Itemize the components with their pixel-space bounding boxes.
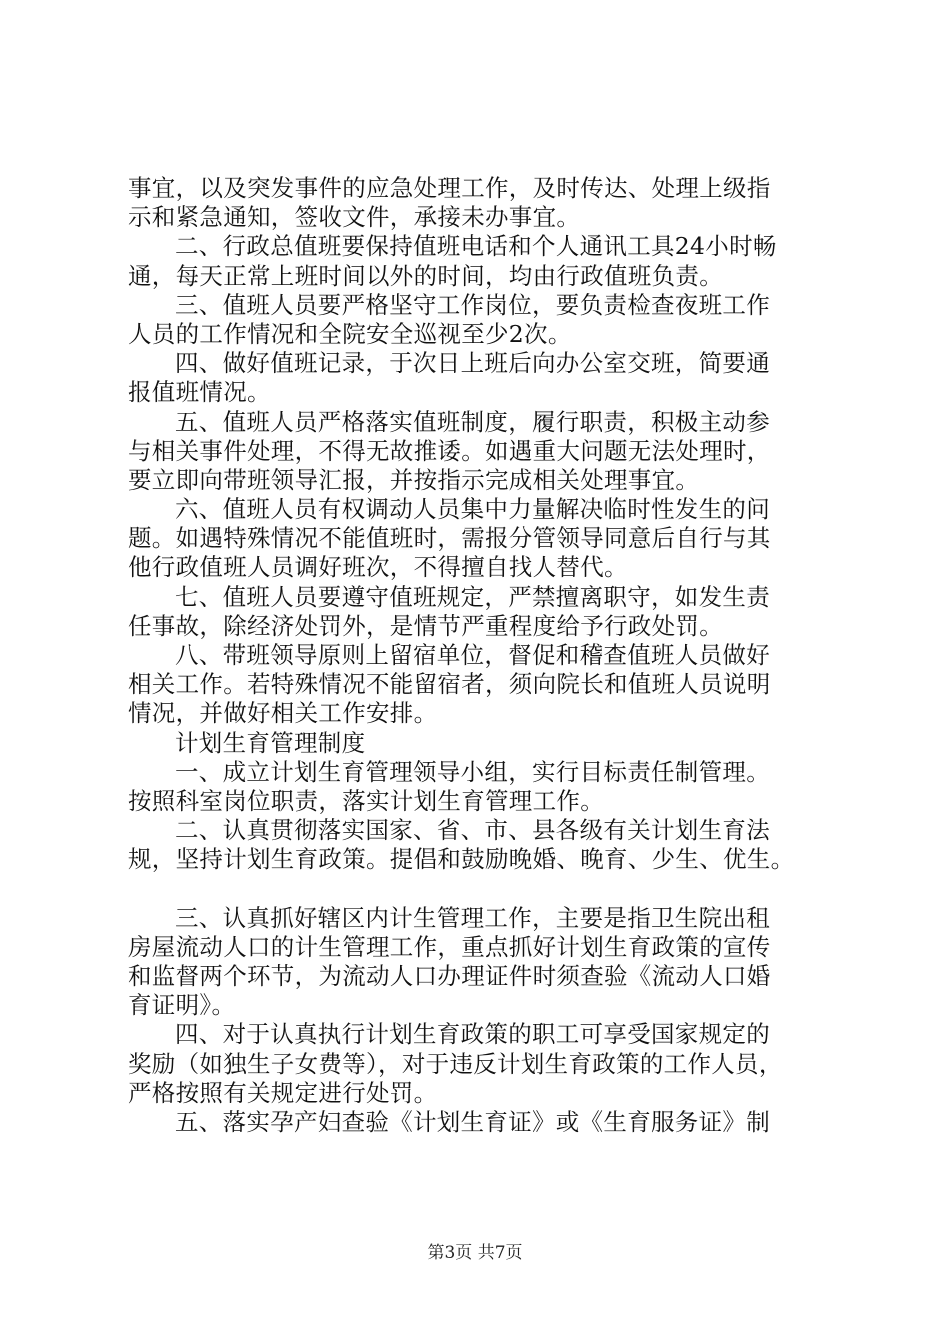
text-line: 示和紧急通知，签收文件，承接未办事宜。	[128, 203, 581, 232]
text-line: 相关工作。若特殊情况不能留宿者，须向院长和值班人员说明	[128, 670, 771, 699]
document-body	[128, 174, 828, 1137]
text-line: 二、行政总值班要保持值班电话和个人通讯工具24小时畅	[175, 232, 777, 261]
text-line: 题。如遇特殊情况不能值班时，需报分管领导同意后自行与其	[128, 524, 771, 553]
text-line: 育证明》。	[128, 991, 236, 1020]
text-line: 按照科室岗位职责，落实计划生育管理工作。	[128, 786, 604, 815]
page-footer: 第3页 共7页	[427, 1243, 523, 1263]
text-line: 报值班情况。	[128, 378, 271, 407]
text-line: 与相关事件处理，不得无故推诿。如遇重大问题无法处理时，	[128, 436, 771, 465]
text-line: 人员的工作情况和全院安全巡视至少2次。	[128, 319, 572, 348]
text-line: 奖励（如独生子女费等），对于违反计划生育政策的工作人员，	[128, 1049, 783, 1078]
paragraph-gap	[128, 875, 828, 904]
text-line: 四、做好值班记录，于次日上班后向办公室交班，简要通	[175, 349, 770, 378]
text-line: 他行政值班人员调好班次，不得擅自找人替代。	[128, 553, 628, 582]
text-line: 计划生育管理制度	[175, 728, 366, 757]
text-line: 五、值班人员严格落实值班制度，履行职责，积极主动参	[175, 407, 770, 436]
text-line: 六、值班人员有权调动人员集中力量解决临时性发生的问	[175, 495, 770, 524]
text-line: 要立即向带班领导汇报，并按指示完成相关处理事宜。	[128, 465, 700, 494]
text-line: 房屋流动人口的计生管理工作，重点抓好计划生育政策的宣传	[128, 932, 771, 961]
text-line: 七、值班人员要遵守值班规定，严禁擅离职守，如发生责	[175, 582, 770, 611]
text-line: 规，坚持计划生育政策。提倡和鼓励晚婚、晚育、少生、优生。	[128, 845, 795, 874]
text-line: 二、认真贯彻落实国家、省、市、县各级有关计划生育法	[175, 816, 770, 845]
text-line: 和监督两个环节，为流动人口办理证件时须查验《流动人口婚	[128, 962, 771, 991]
text-line: 八、带班领导原则上留宿单位，督促和稽查值班人员做好	[175, 641, 770, 669]
text-line: 事宜，以及突发事件的应急处理工作，及时传达、处理上级指	[128, 174, 771, 202]
text-line: 严格按照有关规定进行处罚。	[128, 1078, 438, 1107]
text-line: 三、认真抓好辖区内计生管理工作，主要是指卫生院出租	[175, 903, 770, 932]
text-line: 四、对于认真执行计划生育政策的职工可享受国家规定的	[175, 1020, 770, 1049]
text-line: 一、成立计划生育管理领导小组，实行目标责任制管理。	[175, 757, 770, 786]
text-line: 五、落实孕产妇查验《计划生育证》或《生育服务证》制	[175, 1108, 770, 1136]
text-line: 任事故，除经济处罚外，是情节严重程度给予行政处罚。	[128, 611, 723, 640]
text-line: 情况，并做好相关工作安排。	[128, 699, 438, 728]
text-line: 三、值班人员要严格坚守工作岗位，要负责检查夜班工作	[175, 290, 770, 319]
text-line: 通，每天正常上班时间以外的时间，均由行政值班负责。	[128, 261, 723, 290]
